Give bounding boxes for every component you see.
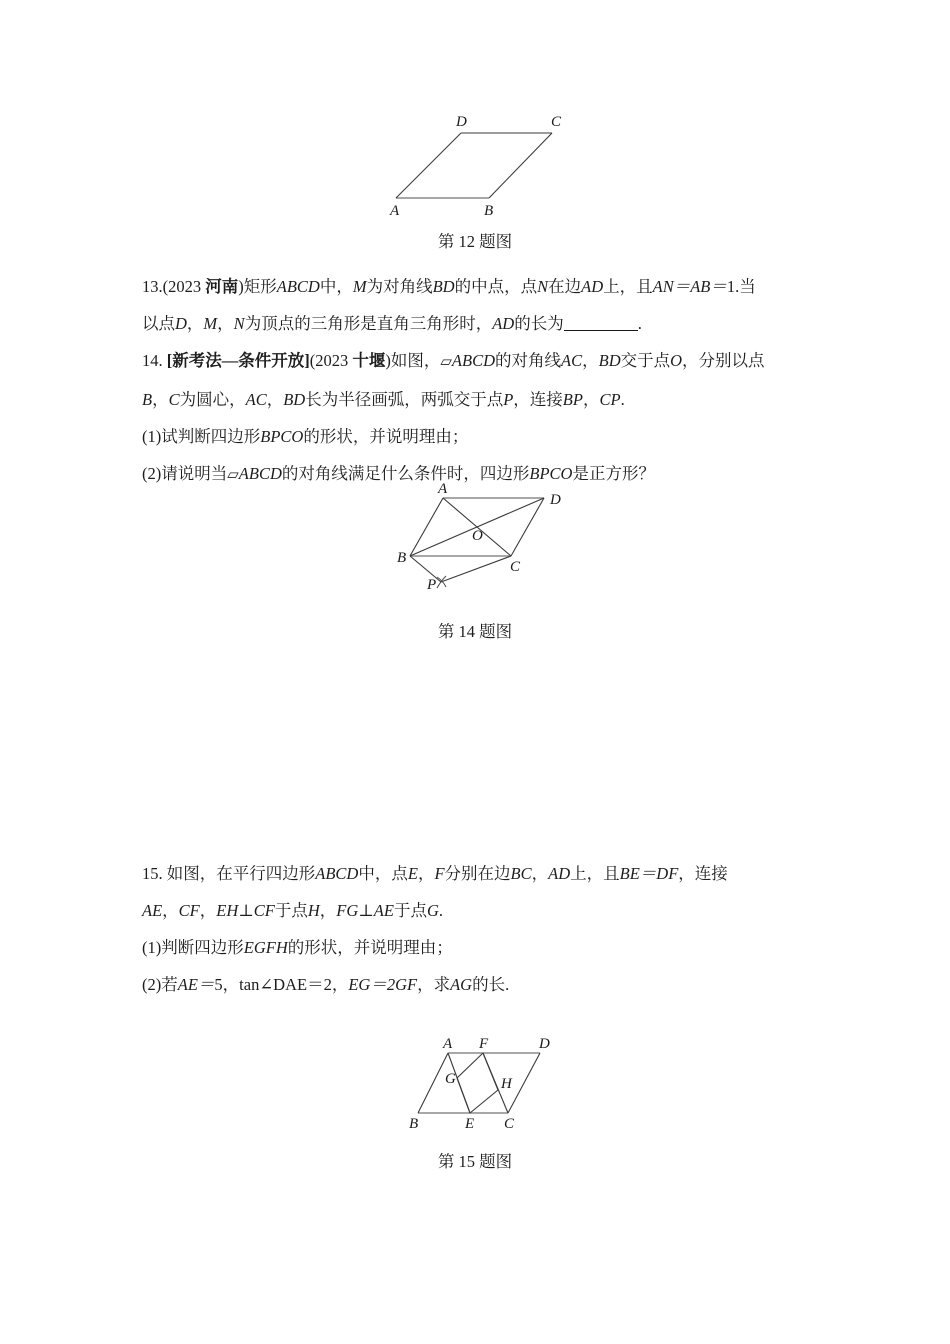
fig15-label-F: F <box>479 1036 489 1052</box>
fig15-segment-FG <box>457 1053 483 1078</box>
q14-source-region: 十堰 <box>352 351 386 370</box>
q14-b: B <box>142 390 153 409</box>
q13-d: D <box>175 314 187 333</box>
fig14-side-DC <box>511 498 544 556</box>
fig15-side-BA <box>418 1053 448 1113</box>
q13-n2: N <box>233 314 245 333</box>
q14-period: . <box>620 390 625 409</box>
fig15-label-D: D <box>539 1036 550 1052</box>
question-15-line-2 <box>142 892 814 929</box>
q14-tag: [新考法—条件开放] <box>166 351 310 370</box>
q13-bd: BD <box>432 277 455 296</box>
figure-14 <box>390 481 570 595</box>
q14-source-open: (2023 <box>309 351 349 370</box>
q13-period: . <box>637 314 642 333</box>
q15-bc: BC <box>510 864 532 883</box>
q15-sub1-egfh: EGFH <box>243 938 288 957</box>
q13-ad2: AD <box>492 314 515 333</box>
q15-sub2-ae-val: 5 <box>214 975 223 994</box>
q15-sub1-t2: 的形状，并说明理由； <box>287 938 453 957</box>
q15-ae: AE <box>142 901 163 920</box>
q15-eh-cf: EH⊥CF <box>216 901 275 920</box>
fig12-label-D: D <box>456 114 467 130</box>
fig15-label-A: A <box>443 1036 453 1052</box>
q13-abcd: ABCD <box>276 277 320 296</box>
q13-t5: 在边 <box>548 277 582 296</box>
fig12-side-DA <box>396 133 461 198</box>
q14-cp: CP <box>599 390 621 409</box>
fig14-segment-BP <box>410 556 441 582</box>
q14-number: 14. <box>142 351 163 370</box>
q14-bd: BD <box>598 351 621 370</box>
q13-ad: AD <box>581 277 604 296</box>
q14-ac2: AC <box>245 390 267 409</box>
q13-t6: 上，且 <box>603 277 653 296</box>
q14-sub2-pgram-icon: ▱ <box>227 467 239 483</box>
q14-abcd: ABCD <box>451 351 496 370</box>
q15-sub2-c1: ， <box>222 975 240 994</box>
q15-number: 15. <box>142 864 163 883</box>
q15-e: E <box>407 864 418 883</box>
q15-c2: ， <box>531 864 549 883</box>
q13-t8: 以点 <box>142 314 175 333</box>
q13-t9: 为顶点的三角形是直角三角形时， <box>244 314 493 333</box>
q15-ad: AD <box>548 864 571 883</box>
q14-source-close: ) <box>385 351 391 370</box>
q15-t6: 于点 <box>274 901 308 920</box>
q14-c5: ， <box>582 390 600 409</box>
q13-c2: ， <box>217 314 234 333</box>
q13-c1: ， <box>186 314 204 333</box>
fig15-side-DC <box>508 1053 540 1113</box>
fig15-segment-EH <box>470 1090 498 1113</box>
q14-o: O <box>670 351 683 370</box>
q14-p: P <box>503 390 514 409</box>
q15-t3: 分别在边 <box>444 864 511 883</box>
q14-sub2-abcd: ABCD <box>238 464 282 483</box>
q15-sub2-num: (2) <box>142 975 162 994</box>
q14-sub1-t1: 试判断四边形 <box>161 427 261 446</box>
figure-12 <box>370 110 590 220</box>
q13-source-close: ) <box>238 277 244 296</box>
q15-h: H <box>307 901 320 920</box>
q15-be-df: BE＝DF <box>619 864 679 883</box>
q15-sub1-num: (1) <box>142 938 162 957</box>
q13-an-ab: AN＝AB＝ <box>652 277 727 296</box>
fig15-label-E: E <box>465 1116 475 1132</box>
q15-cf: CF <box>178 901 200 920</box>
fig14-diagonal-BD <box>410 498 544 556</box>
q13-t3: 为对角线 <box>366 277 433 296</box>
q14-t4: ，分别以点 <box>682 351 765 370</box>
q14-c3: ， <box>266 390 284 409</box>
q14-t2: 的对角线 <box>495 351 562 370</box>
q15-t4: 上，且 <box>570 864 620 883</box>
q14-sub2-t3: 是正方形？ <box>572 464 655 483</box>
figure-15-caption: 第 15 题图 <box>437 1152 513 1171</box>
fig15-segment-HF <box>483 1053 498 1090</box>
q13-m2: M <box>203 314 218 333</box>
q14-sub2-bpco: BPCO <box>529 464 573 483</box>
question-15 <box>142 855 814 1003</box>
fig15-label-C: C <box>504 1116 515 1132</box>
fig12-side-BC <box>489 133 552 198</box>
q14-sub1-num: (1) <box>142 427 162 446</box>
fig15-label-H: H <box>501 1076 512 1092</box>
q15-sub2-eg: EG＝2GF <box>348 975 418 994</box>
question-15-sub-2 <box>142 966 814 1003</box>
q14-c1: ， <box>582 351 599 370</box>
q14-t5: 为圆心， <box>179 390 246 409</box>
q13-t7: 1.当 <box>726 277 756 296</box>
q13-number: 13. <box>142 277 163 296</box>
question-13-line-2 <box>142 305 814 342</box>
q15-sub2-ag: AG <box>450 975 473 994</box>
q15-sub2-tan-val: 2 <box>323 975 332 994</box>
figure-14-caption: 第 14 题图 <box>437 622 513 641</box>
q15-t1: 如图，在平行四边形 <box>166 864 316 883</box>
q15-sub1-t1: 判断四边形 <box>161 938 244 957</box>
q13-t1: 矩形 <box>243 277 277 296</box>
q14-ac: AC <box>561 351 583 370</box>
q14-sub2-t1: 请说明当 <box>161 464 228 483</box>
q14-t1: 如图， <box>390 351 441 370</box>
q15-sub2-ae: AE＝ <box>177 975 215 994</box>
question-13 <box>142 268 814 342</box>
question-13-line-1 <box>142 268 814 305</box>
q14-bd2: BD <box>283 390 306 409</box>
q15-sub2-t1: 若 <box>161 975 178 994</box>
fig14-label-O: O <box>472 528 483 544</box>
fig14-label-A: A <box>438 481 448 497</box>
figure-12-caption: 第 12 题图 <box>437 232 513 251</box>
q15-sub2-c2: ， <box>331 975 349 994</box>
fig15-label-G: G <box>445 1071 456 1087</box>
fig15-label-B: B <box>409 1116 419 1132</box>
q15-c1: ， <box>417 864 435 883</box>
fig12-label-B: B <box>484 203 494 219</box>
q15-t7: 于点 <box>393 901 427 920</box>
q14-t6: 长为半径画弧，两弧交于点 <box>305 390 504 409</box>
q13-t10: 的长为 <box>514 314 564 333</box>
q13-t4: 的中点，点 <box>454 277 538 296</box>
q14-bp: BP <box>562 390 583 409</box>
fig14-label-B: B <box>397 550 407 566</box>
figure-15 <box>405 1036 570 1135</box>
q14-sub1-t2: 的形状，并说明理由； <box>303 427 469 446</box>
q15-fg-ae: FG⊥AE <box>336 901 394 920</box>
q14-sub2-t2: 的对角线满足什么条件时，四边形 <box>281 464 530 483</box>
q14-sub1-bpco: BPCO <box>260 427 304 446</box>
q13-m: M <box>352 277 367 296</box>
q13-t2: 中， <box>319 277 353 296</box>
q14-c: C <box>168 390 180 409</box>
q15-sub2-t2: ，求 <box>417 975 451 994</box>
q13-n: N <box>537 277 549 296</box>
q14-t3: 交于点 <box>620 351 671 370</box>
q15-c4: ， <box>199 901 217 920</box>
question-14-line-1 <box>142 342 814 381</box>
q14-pgram-icon: ▱ <box>440 354 452 370</box>
fig14-label-D: D <box>550 492 561 508</box>
q14-c2: ， <box>152 390 169 409</box>
q13-source-open: (2023 <box>162 277 202 296</box>
question-14-line-2 <box>142 381 814 418</box>
q15-t5: ，连接 <box>678 864 728 883</box>
question-15-line-1 <box>142 855 814 892</box>
q15-sub2-tan: tan∠DAE＝ <box>239 975 324 994</box>
question-14 <box>142 342 814 494</box>
q15-sub2-t3: 的长 <box>472 975 506 994</box>
q13-answer-blank[interactable] <box>564 316 638 331</box>
fig14-label-C: C <box>510 559 521 575</box>
question-15-sub-1 <box>142 929 814 966</box>
question-14-sub-1 <box>142 418 814 455</box>
q15-t2: 中，点 <box>358 864 408 883</box>
q15-abcd: ABCD <box>315 864 359 883</box>
q14-c4: ，连接 <box>513 390 563 409</box>
fig12-label-C: C <box>551 114 562 130</box>
q15-sub2-period: . <box>505 975 510 994</box>
fig14-segment-PC <box>441 556 511 582</box>
q14-sub2-num: (2) <box>142 464 162 483</box>
q15-f: F <box>434 864 445 883</box>
fig14-label-P: P <box>427 577 437 593</box>
q13-source-region: 河南 <box>205 277 239 296</box>
q15-c3: ， <box>162 901 179 920</box>
fig12-label-A: A <box>390 203 400 219</box>
fig15-segment-GE <box>457 1078 470 1113</box>
q15-period: . <box>438 901 444 920</box>
q15-g: G <box>426 901 439 920</box>
fig14-side-BA <box>410 498 443 556</box>
q15-c5: ， <box>319 901 337 920</box>
